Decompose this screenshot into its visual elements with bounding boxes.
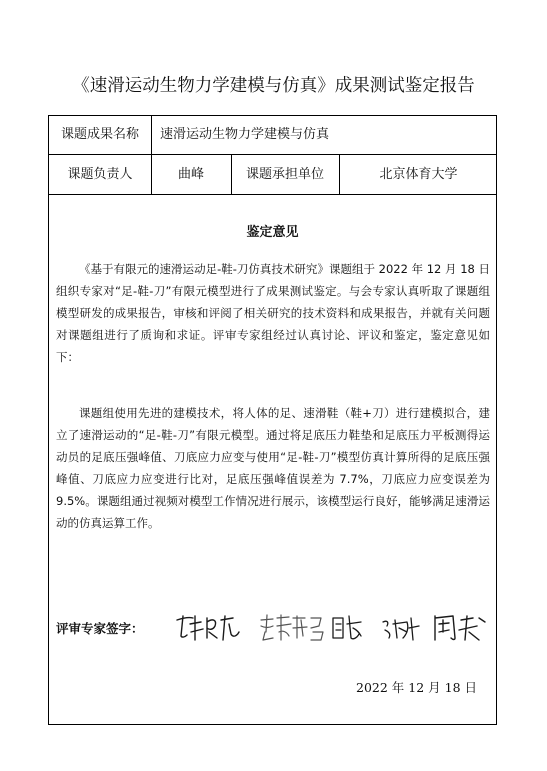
label-achievement-name: 课题成果名称 xyxy=(60,127,139,142)
opinion-heading: 鉴定意见 xyxy=(246,225,299,240)
signature-3 xyxy=(333,616,361,639)
expert-signature-label: 评审专家签字： xyxy=(56,621,144,636)
signature-1 xyxy=(177,616,239,640)
value-project-leader: 曲峰 xyxy=(177,167,204,182)
table-divider-2 xyxy=(49,194,496,195)
value-achievement-name: 速滑运动生物力学建模与仿真 xyxy=(160,127,330,142)
row1-divider xyxy=(151,116,152,154)
opinion-paragraph-1: 《基于有限元的速滑运动足-鞋-刀仿真技术研究》课题组于 2022 年 12 月 18 日组织专家对“足-鞋-刀”有限元模型进行了成果测试鉴定。与会专家认真听取了课题组模型研发的成果报告，审核和评阅了相关研究的技术资料和成果报告，并就有关问题对课题组进行了质询和求证。评审专家组经过认真讨论、评议和鉴定，鉴定意见如下： xyxy=(56,262,490,364)
label-host-unit: 课题承担单位 xyxy=(245,167,324,182)
report-date: 2022 年 12 月 18 日 xyxy=(356,680,477,695)
signature-2 xyxy=(261,615,323,640)
document-title: 《速滑运动生物力学建模与仿真》成果测试鉴定报告 xyxy=(72,76,475,96)
table-divider-1 xyxy=(49,154,496,155)
signature-5 xyxy=(435,616,485,640)
report-frame xyxy=(48,115,497,725)
value-host-unit: 北京体育大学 xyxy=(379,167,458,182)
signature-4 xyxy=(383,618,419,640)
opinion-paragraph-2: 课题组使用先进的建模技术，将人体的足、速滑鞋（鞋+刀）进行建模拟合，建立了速滑运动的“足-鞋-刀”有限元模型。通过将足底压力鞋垫和足底压力平板测得运动员的足底压强峰值、刀底应力应变与使用“足-鞋-刀”模型仿真计算所得的足底压强峰值、刀底应力应变进行比对，足底压强峰值误差为 7.7%，刀底应力应变误差为 9.5%。课题组通过视频对模型工作情况进行展示，该模型运行良好，能够满足速滑运动的仿真运算工作。 xyxy=(56,406,490,530)
expert-signatures xyxy=(173,610,493,646)
label-project-leader: 课题负责人 xyxy=(67,167,133,182)
